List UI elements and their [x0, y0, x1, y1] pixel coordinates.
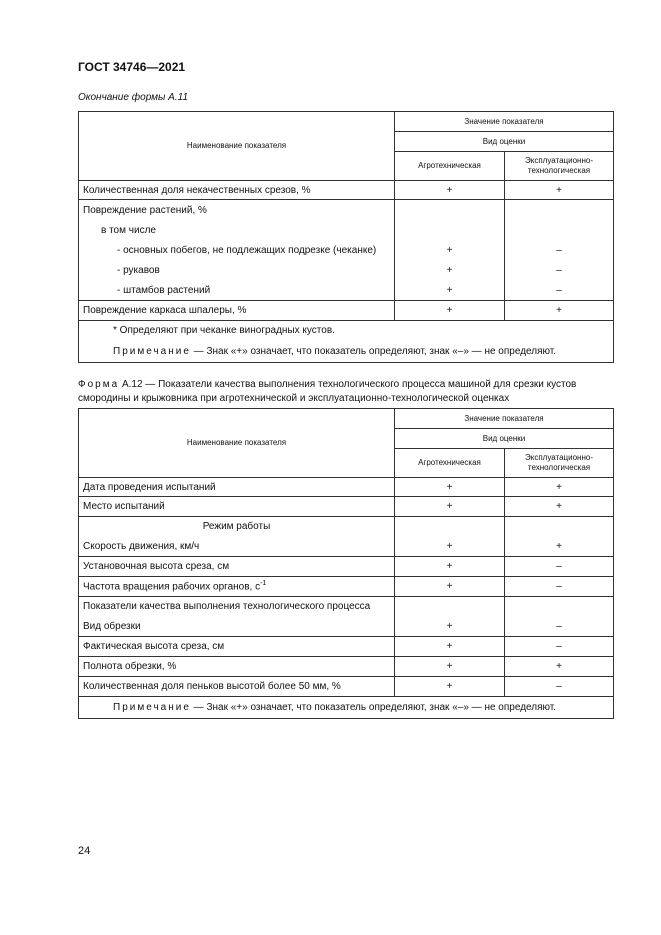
row-label: Количественная доля некачественных срезов, % [79, 181, 395, 200]
row-exp-value [505, 221, 614, 241]
table-row [79, 617, 614, 637]
table1-caption: Окончание формы А.11 [78, 92, 189, 103]
row-agro-value: + [395, 261, 505, 281]
table-row [79, 181, 614, 200]
row-label: Полнота обрезки, % [79, 657, 395, 677]
row-exp-value: – [505, 617, 614, 637]
row-exp-value: + [505, 181, 614, 200]
column-group-value: Значение показателя [395, 409, 614, 429]
document-code: ГОСТ 34746—2021 [78, 60, 186, 74]
table-row [79, 221, 614, 241]
table-row [79, 497, 614, 517]
table-row [79, 597, 614, 617]
row-agro-value: + [395, 241, 505, 261]
column-header-name: Наименование показателя [79, 409, 395, 478]
note-label: Примечание [113, 345, 191, 357]
table-row [79, 537, 614, 557]
row-label: Скорость движения, км/ч [79, 537, 395, 557]
row-exp-value: – [505, 261, 614, 281]
table-note [79, 697, 614, 719]
table-row [79, 200, 614, 221]
table-row [79, 677, 614, 697]
table-footnote: * Определяют при чеканке виноградных кустов. [79, 321, 614, 341]
table-note [79, 341, 614, 363]
row-exp-value [505, 597, 614, 617]
row-agro-value: + [395, 497, 505, 517]
row-label: Дата проведения испытаний [79, 478, 395, 497]
column-header-agro: Агротехническая [395, 152, 505, 181]
row-label: Показатели качества выполнения технологического процесса [79, 597, 395, 617]
row-agro-value: + [395, 478, 505, 497]
column-group-evaluation: Вид оценки [395, 132, 614, 152]
row-agro-value: + [395, 677, 505, 697]
table2-caption [78, 378, 613, 406]
column-header-name: Наименование показателя [79, 112, 395, 181]
table-row [79, 517, 614, 537]
table-row [79, 261, 614, 281]
row-label: Вид обрезки [79, 617, 395, 637]
caption-label: Форма [78, 379, 120, 390]
row-label [79, 577, 395, 597]
row-label: Повреждение каркаса шпалеры, % [79, 301, 395, 321]
row-label-text: Частота вращения рабочих органов, с [83, 581, 261, 593]
row-exp-value: – [505, 241, 614, 261]
row-label-superscript: -1 [260, 580, 267, 588]
table-row [79, 241, 614, 261]
table-row [79, 637, 614, 657]
row-agro-value: + [395, 301, 505, 321]
row-label: Повреждение растений, % [79, 200, 395, 221]
row-exp-value [505, 517, 614, 537]
row-agro-value [395, 517, 505, 537]
caption-text: А.12 — Показатели качества выполнения технологического процесса машиной для срезки кустов смородины и крыжовника при агротехнической и эксплуатационно-технологической оценках [78, 379, 577, 404]
form-a12-table [78, 408, 614, 719]
row-agro-value [395, 221, 505, 241]
form-a11-table [78, 111, 614, 363]
row-agro-value: + [395, 537, 505, 557]
row-exp-value: + [505, 497, 614, 517]
row-exp-value: + [505, 301, 614, 321]
row-exp-value [505, 200, 614, 221]
row-exp-value: – [505, 281, 614, 301]
table-row [79, 657, 614, 677]
row-exp-value: – [505, 557, 614, 577]
column-header-exploitation: Эксплуатационно-технологическая [505, 152, 614, 181]
column-header-exploitation: Эксплуатационно-технологическая [505, 449, 614, 478]
row-exp-value: + [505, 657, 614, 677]
row-agro-value: + [395, 557, 505, 577]
note-label: Примечание [113, 702, 191, 713]
row-label: Место испытаний [79, 497, 395, 517]
column-header-agro: Агротехническая [395, 449, 505, 478]
row-label: - рукавов [79, 261, 395, 281]
table-row [79, 577, 614, 597]
row-agro-value: + [395, 637, 505, 657]
table-row [79, 301, 614, 321]
table-row [79, 557, 614, 577]
row-label: Режим работы [79, 517, 395, 537]
note-text: — Знак «+» означает, что показатель определяют, знак «–» — не определяют. [193, 345, 557, 357]
row-agro-value [395, 200, 505, 221]
row-label: Количественная доля пеньков высотой более 50 мм, % [79, 677, 395, 697]
row-exp-value: – [505, 637, 614, 657]
page-number: 24 [78, 845, 91, 857]
note-text: — Знак «+» означает, что показатель определяют, знак «–» — не определяют. [193, 702, 557, 713]
row-label: Фактическая высота среза, см [79, 637, 395, 657]
row-agro-value: + [395, 577, 505, 597]
column-group-evaluation: Вид оценки [395, 429, 614, 449]
row-exp-value: – [505, 577, 614, 597]
row-label: - штамбов растений [79, 281, 395, 301]
row-exp-value: – [505, 677, 614, 697]
row-label: Установочная высота среза, см [79, 557, 395, 577]
row-agro-value [395, 597, 505, 617]
row-label: в том числе [79, 221, 395, 241]
row-agro-value: + [395, 617, 505, 637]
column-group-value: Значение показателя [395, 112, 614, 132]
row-agro-value: + [395, 281, 505, 301]
table-row [79, 478, 614, 497]
row-exp-value: + [505, 537, 614, 557]
row-agro-value: + [395, 181, 505, 200]
row-agro-value: + [395, 657, 505, 677]
row-exp-value: + [505, 478, 614, 497]
table-row [79, 281, 614, 301]
row-label: - основных побегов, не подлежащих подрезке (чеканке) [79, 241, 395, 261]
